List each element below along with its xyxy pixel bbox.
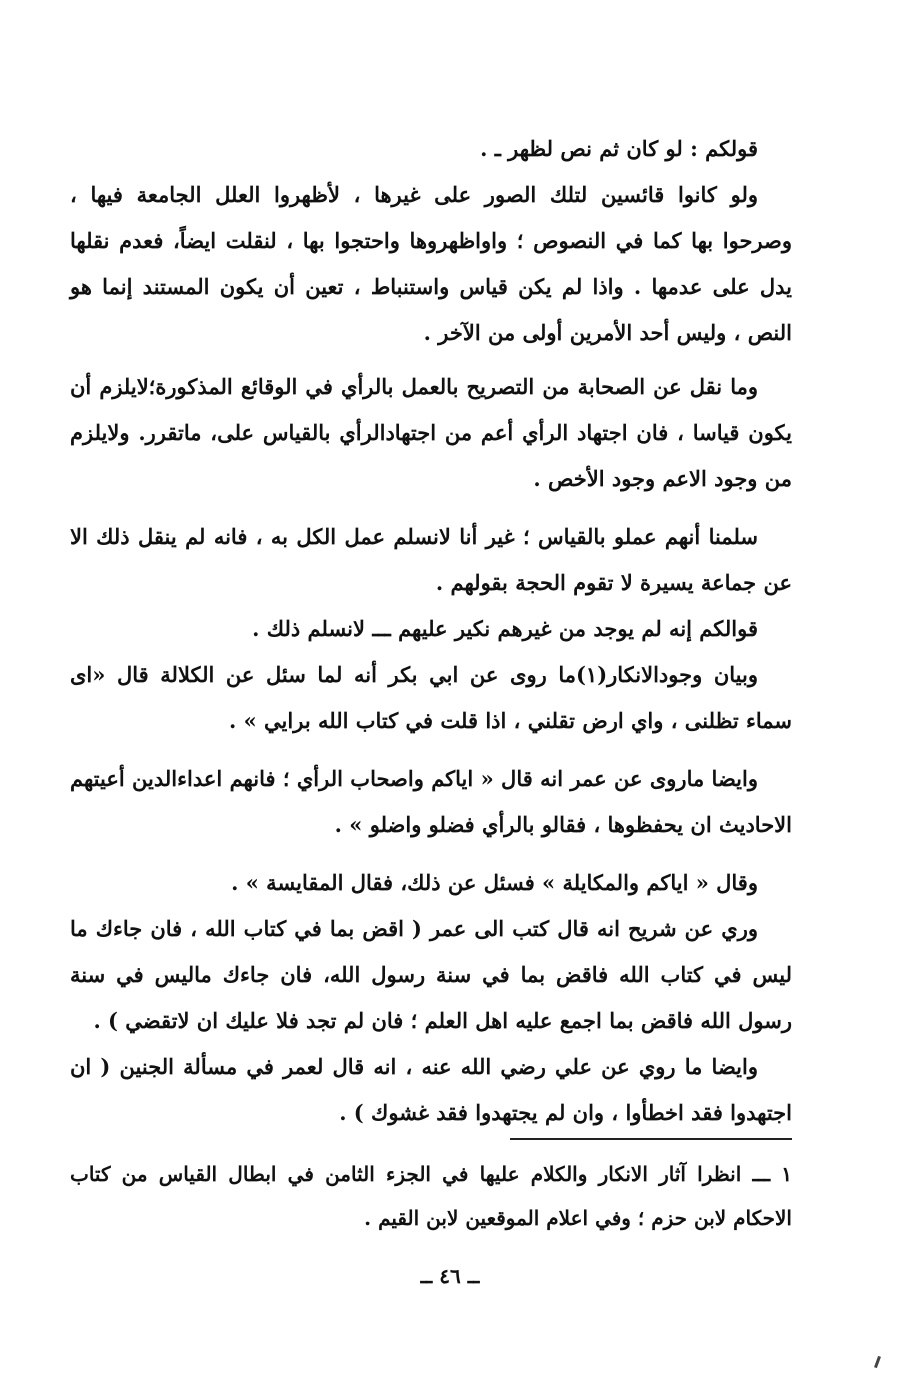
footnote-divider: [510, 1138, 792, 1140]
paragraph-6: وبيان وجودالانكار(١)ما روى عن ابي بكر أنه لما سئل عن الكلالة قال «اى سماء تظلنى ، واي ارض تقلني ، اذا قلت في كتاب الله برايي » .: [70, 662, 792, 733]
paragraph-8: وقال « اياكم والمكايلة » فسئل عن ذلك، فقال المقايسة » .: [231, 870, 758, 895]
main-text-4: [70, 756, 792, 848]
paragraph-5: قوالكم إنه لم يوجد من غيرهم نكير عليهم ـــ لانسلم ذلك .: [252, 616, 758, 641]
main-text: [70, 126, 792, 356]
paragraph-7: وايضا ماروى عن عمر انه قال « اياكم واصحاب الرأي ؛ فانهم اعداءالدين أعيتهم الاحاديث ان يحفظوها ، فقالو بالرأي فضلو واضلو » .: [70, 766, 792, 837]
paragraph-4: سلمنا أنهم عملو بالقياس ؛ غير أنا لانسلم عمل الكل به ، فانه لم ينقل ذلك الا عن جماعة يسيرة لا تقوم الحجة بقولهم .: [70, 524, 792, 595]
page-number: ــ ٤٦ ــ: [420, 1264, 480, 1288]
paragraph-2: ولو كانوا قائسين لتلك الصور على غيرها ، لأظهروا العلل الجامعة فيها ، وصرحوا بها كما في النصوص ؛ واواظهروها واحتجوا بها ، لنقلت ايضاً، فعدم نقلها يدل على عدمها . واذا لم يكن قياس واستنباط ، تعين أن يكون المستند إنما هو النص ، وليس أحد الأمرين أولى من الآخر .: [70, 182, 792, 345]
main-text-2: [70, 364, 792, 502]
scan-mark: [874, 1356, 881, 1368]
footnote: ١ ـــ انظرا آثار الانكار والكلام عليها في الجزء الثامن في ابطال القياس من كتاب الاحكام لابن حزم ؛ وفي اعلام الموقعين لابن القيم .: [70, 1162, 792, 1230]
paragraph-1: قولكم : لو كان ثم نص لظهر ـ .: [480, 136, 758, 161]
paragraph-10: وايضا ما روي عن علي رضي الله عنه ، انه قال لعمر في مسألة الجنين ( ان اجتهدوا فقد اخطأوا ، وان لم يجتهدوا فقد غشوك ) .: [70, 1054, 792, 1125]
main-text-5: [70, 860, 792, 1136]
paragraph-3: وما نقل عن الصحابة من التصريح بالعمل بالرأي في الوقائع المذكورة؛لايلزم أن يكون قياسا ، فان اجتهاد الرأي أعم من اجتهادالرأي بالقياس على، ماتقرر. ولايلزم من وجود الاعم وجود الأخص .: [70, 374, 792, 491]
main-text-3: [70, 514, 792, 744]
paragraph-9: وري عن شريح انه قال كتب الى عمر ( اقض بما في كتاب الله ، فان جاءك ما ليس في كتاب الله فاقض بما في سنة رسول الله، فان جاءك ماليس في سنة رسول الله فاقض بما اجمع عليه اهل العلم ؛ فان لم تجد فلا عليك ان لاتقضي ) .: [70, 916, 792, 1033]
